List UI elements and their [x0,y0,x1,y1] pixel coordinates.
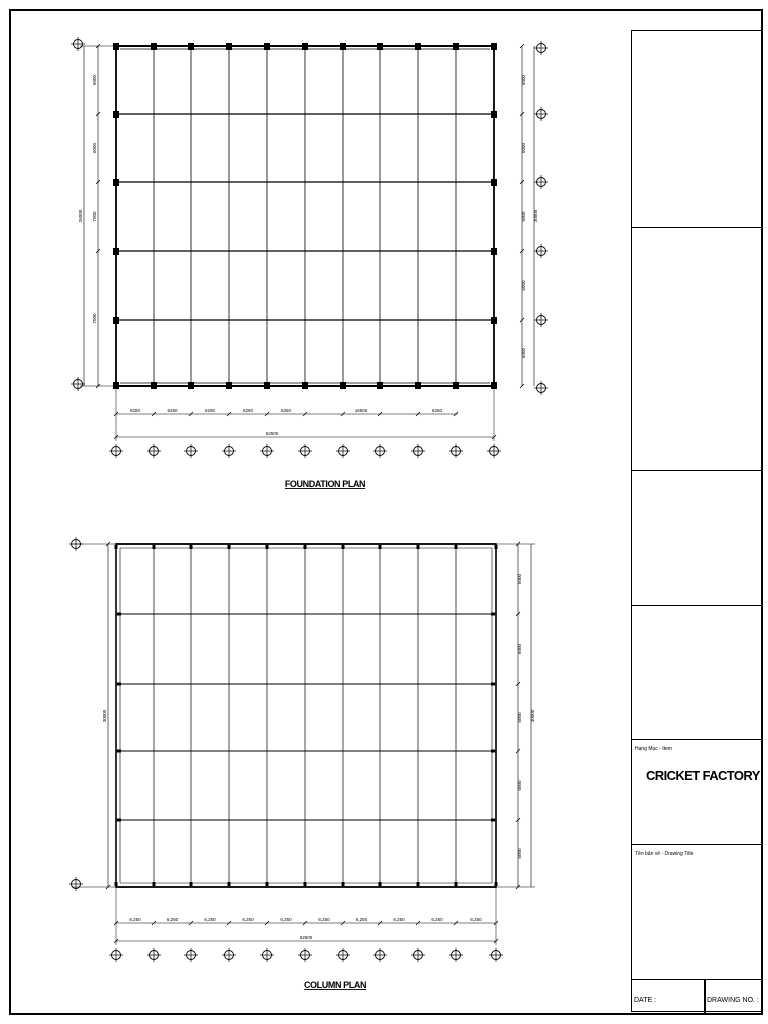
column-marker-top-8 [417,545,420,549]
foundation-bay-dim-0: 6250 [129,408,141,413]
footing-top-10 [491,43,497,50]
foundation-bay-dim-4: 6250 [280,408,292,413]
column-marker-bottom-1 [153,882,156,886]
footing-left-2 [113,248,119,255]
footing-bottom-3 [226,382,232,389]
foundation-left-dim-0: 6000 [92,74,97,86]
footing-bottom-5 [302,382,308,389]
footing-top-6 [340,43,346,50]
column-marker-bottom-6 [342,882,345,886]
foundation-left-dim-3: 7000 [92,313,97,324]
column-marker-top-6 [342,545,345,549]
column-marker-bottom-3 [228,882,231,886]
title-block-footer [632,980,761,1013]
footing-bottom-2 [188,382,194,389]
foundation-right-dim-1: 6000 [521,142,526,154]
footing-right-3 [491,317,497,324]
column-marker-bottom-4 [266,882,269,886]
footing-bottom-4 [264,382,270,389]
title-block-cell-4 [632,606,761,740]
footing-bottom-7 [377,382,383,389]
column-marker-top-1 [153,545,156,549]
footing-top-9 [453,43,459,50]
drawing-no-label: DRAWING NO. : [707,997,759,1004]
project-label: Hạng Mục - Item [635,746,672,752]
column-marker-bottom-5 [304,882,307,886]
date-label: DATE : [634,997,657,1004]
column-bay-dim-5: 6,250 [318,917,330,922]
footing-left-1 [113,179,119,186]
footing-top-5 [302,43,308,50]
footing-top-4 [264,43,270,50]
footing-right-2 [491,248,497,255]
column-bay-dim-0: 6,250 [129,917,141,922]
foundation-right-dim-0: 6000 [521,74,526,86]
column-left-total: 30000 [102,709,107,723]
footing-left-3 [113,317,119,324]
column-bay-dim-8: 6,250 [431,917,443,922]
column-bay-dim-4: 6,250 [280,917,292,922]
footing-top-3 [226,43,232,50]
foundation-left-total: 26000 [78,209,83,223]
footing-right-1 [491,179,497,186]
drawing-title-label: Tên bản vẽ - Drawing Title [635,851,694,857]
title-block-cell-drawing-title [632,845,761,980]
foundation-left-dim-2: 7000 [92,211,97,222]
column-marker-bottom-0 [115,882,118,886]
footing-left-0 [113,111,119,118]
column-bay-dim-1: 6,250 [166,917,179,922]
title-block-cell-logo [632,31,761,228]
foundation-bay-dim-2: 6250 [204,408,216,413]
column-bay-dim-9: 6,250 [470,917,482,922]
title-block-cell-2 [632,228,761,471]
column-right-dim-3: 6000 [517,780,522,791]
column-bay-dim-2: 6,250 [204,917,216,922]
column-right-total: 30000 [530,709,535,723]
column-marker-left-1 [117,683,121,686]
column-bay-dim-6: 6,250 [355,917,368,922]
title-block-cell-project [632,740,761,845]
footing-bottom-9 [453,382,459,389]
footing-bottom-6 [340,382,346,389]
column-bay-dim-7: 6,250 [393,917,405,922]
column-marker-top-5 [304,545,307,549]
column-marker-top-10 [495,545,498,549]
foundation-right-dim-4: 6000 [521,347,526,359]
column-marker-right-1 [491,683,495,686]
footing-bottom-1 [151,382,157,389]
title-block-divider [704,980,706,1013]
column-marker-top-2 [190,545,193,549]
column-right-dim-2: 6000 [517,712,522,723]
footing-right-0 [491,111,497,118]
column-marker-bottom-9 [455,882,458,886]
foundation-right-dim-3: 6000 [521,280,526,291]
footing-top-7 [377,43,383,50]
foundation-bay-dim-8: 6250 [431,408,443,413]
column-marker-left-0 [117,613,121,616]
footing-top-0 [113,43,119,50]
column-marker-top-4 [266,545,269,549]
column-plan-title: COLUMN PLAN [303,980,367,990]
foundation-right-dim-2: 6000 [521,211,526,222]
foundation-right-total: 30000 [533,209,538,223]
column-right-dim-4: 6000 [517,848,522,859]
column-marker-right-0 [491,613,495,616]
column-frame [116,544,496,887]
column-right-dim-0: 6000 [517,573,522,585]
foundation-bay-dim-3: 6250 [242,408,254,413]
footing-top-8 [415,43,421,50]
column-marker-top-9 [455,545,458,549]
column-bay-dim-3: 6,250 [242,917,254,922]
foundation-bay-dim-6: 16500 [354,408,368,413]
column-total-dim: 62500 [299,935,313,940]
footing-bottom-8 [415,382,421,389]
column-marker-left-2 [117,750,121,753]
column-marker-right-3 [491,819,495,822]
title-block-cell-3 [632,471,761,606]
foundation-plan-title: FOUNDATION PLAN [284,479,366,489]
column-marker-top-0 [115,545,118,549]
column-right-dim-1: 6000 [517,643,522,655]
column-marker-top-3 [228,545,231,549]
project-name: CRICKET FACTORY [646,768,760,783]
column-marker-bottom-2 [190,882,193,886]
foundation-plan [71,37,548,458]
column-marker-bottom-10 [495,882,498,886]
column-marker-right-2 [491,750,495,753]
column-marker-bottom-7 [379,882,382,886]
foundation-bay-dim-1: 6250 [167,408,178,413]
footing-top-1 [151,43,157,50]
column-marker-top-7 [379,545,382,549]
foundation-total-dim: 62500 [265,431,279,436]
column-marker-bottom-8 [417,882,420,886]
column-plan [69,537,535,962]
foundation-left-dim-1: 6000 [92,142,97,154]
footing-top-2 [188,43,194,50]
title-block [631,30,762,1012]
column-marker-left-3 [117,819,121,822]
